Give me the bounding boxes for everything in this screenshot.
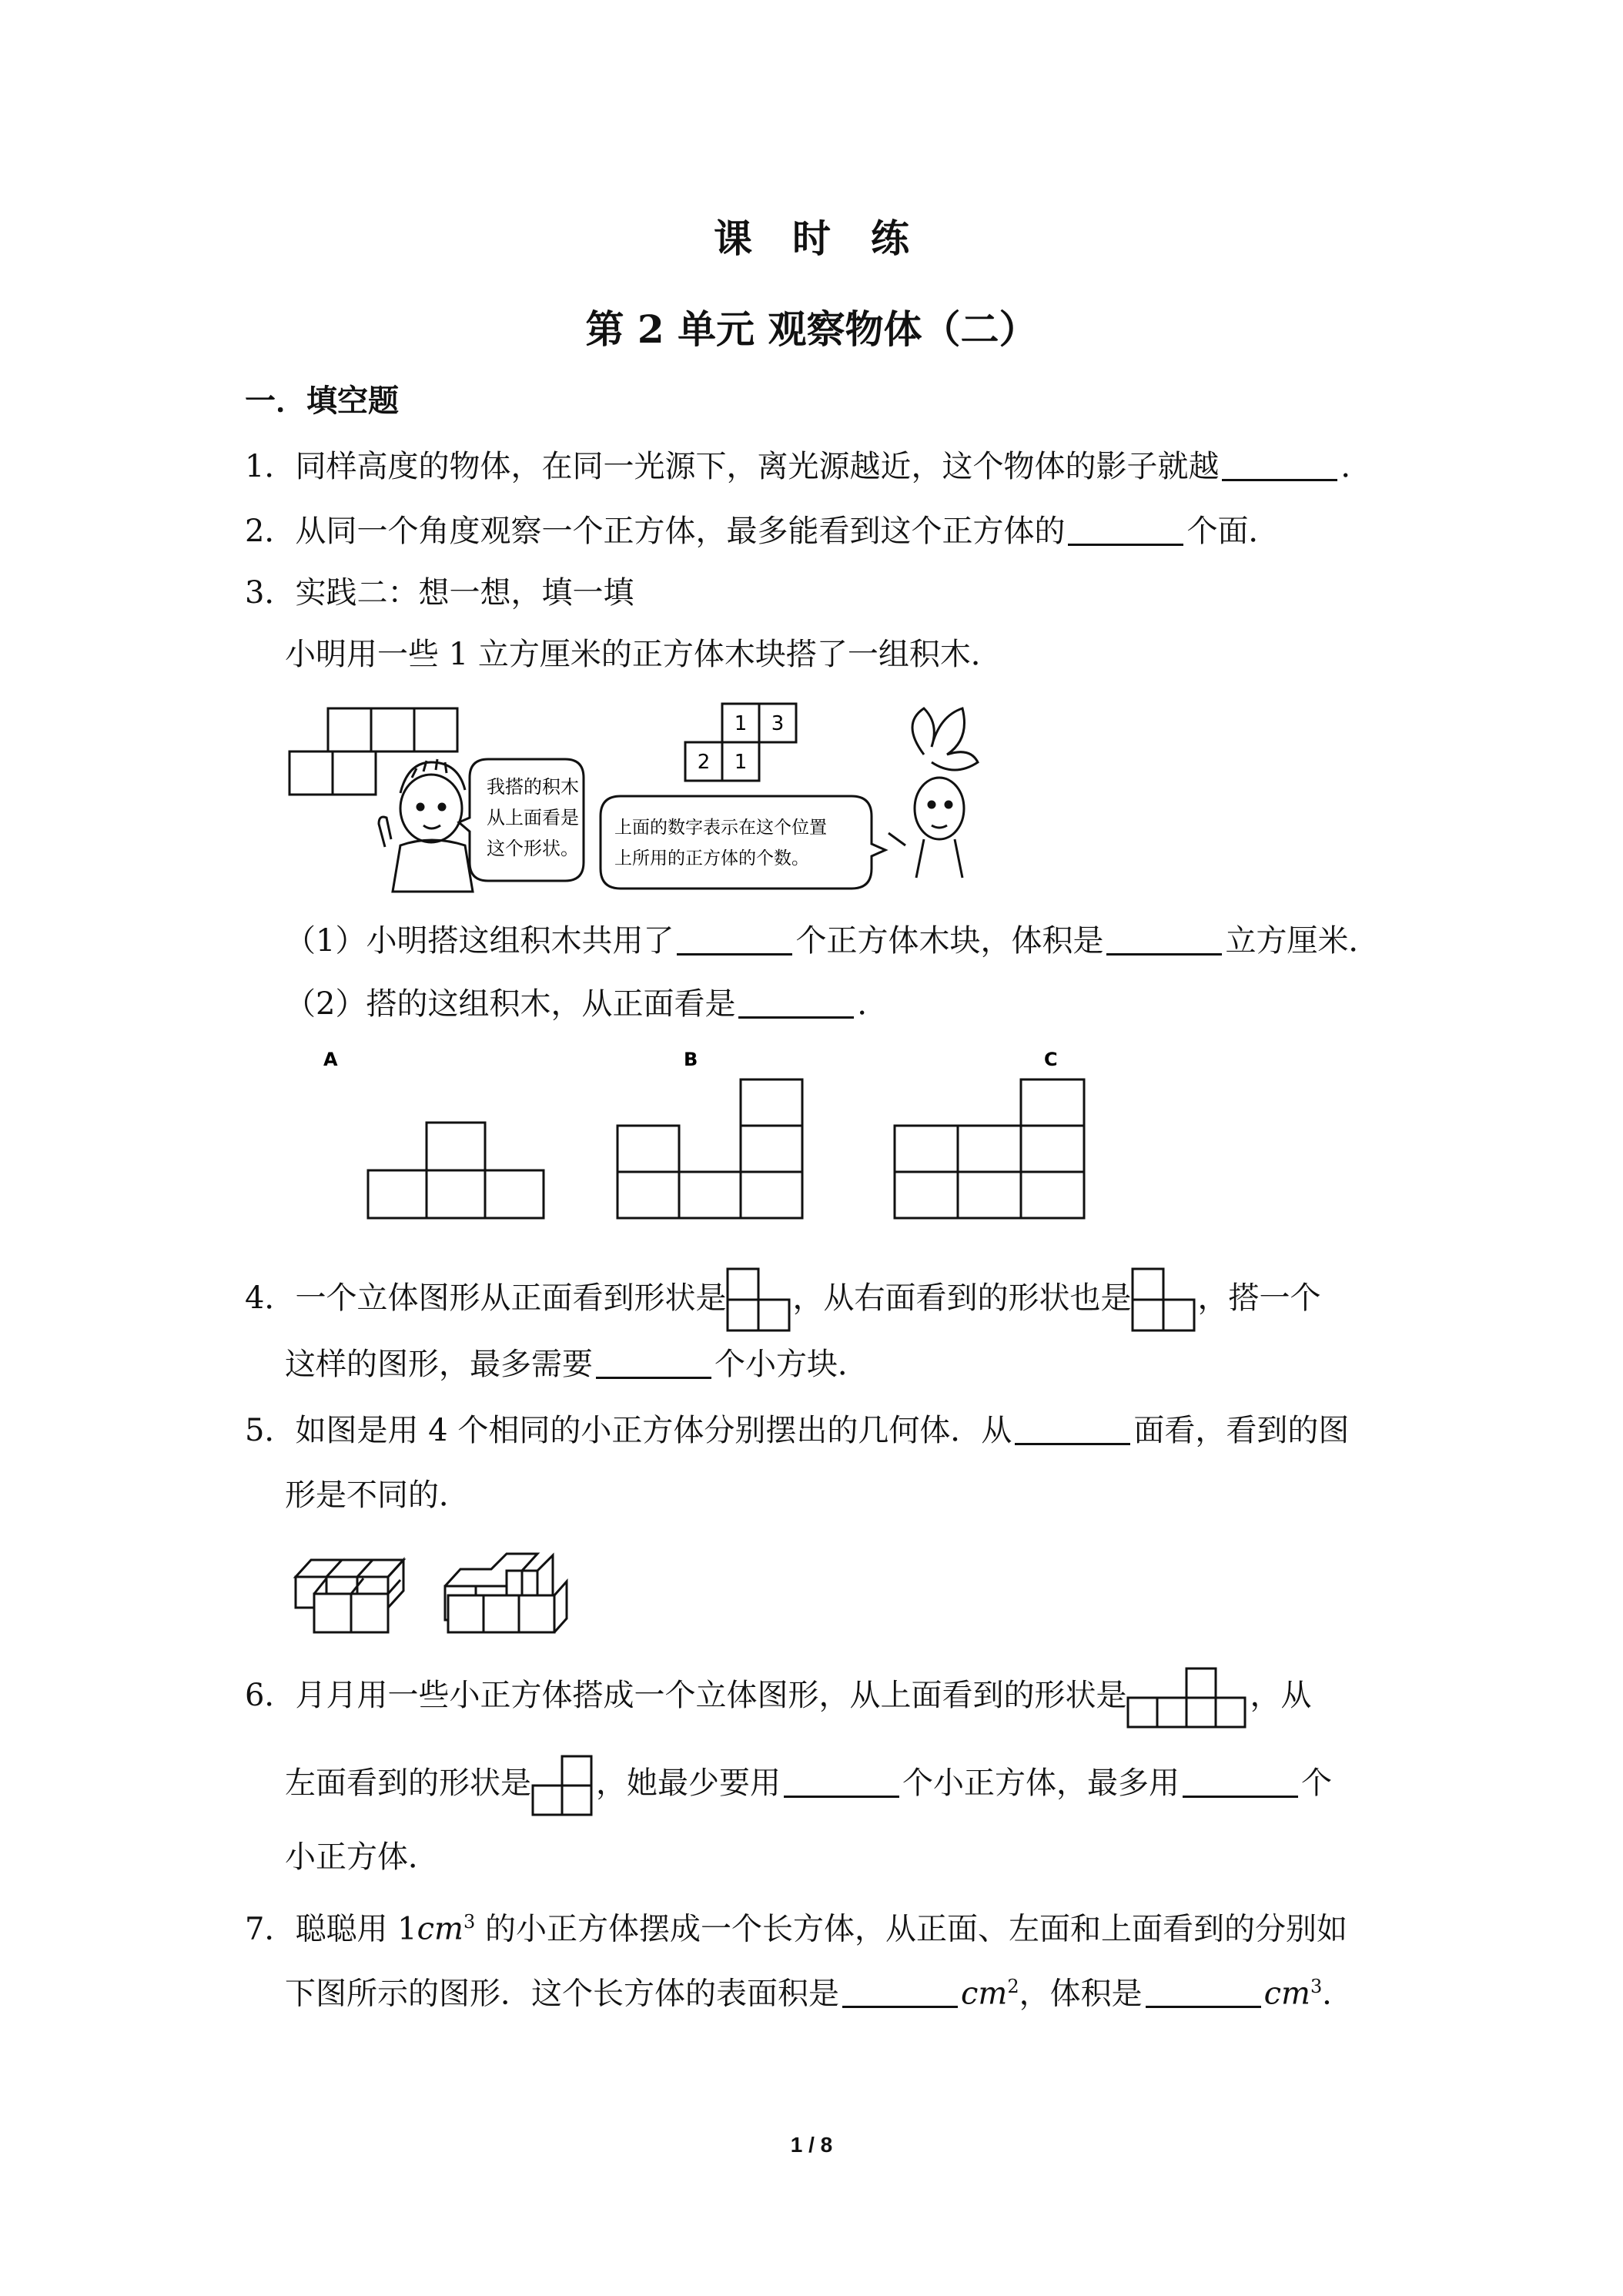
question-text: ． [1322, 1976, 1354, 2012]
bubble-left-line: 这个形状。 [487, 838, 579, 859]
question-7 [245, 1900, 1347, 1950]
page-number: 1 / 8 [790, 2133, 833, 2157]
question-5-cont: 形是不同的． [285, 1478, 470, 1513]
answer-blank[interactable] [1222, 448, 1337, 481]
superscript: 2 [1007, 1976, 1019, 1997]
option-a-shape [368, 1123, 544, 1218]
unit: cm [417, 1911, 463, 1947]
block-illustration [285, 693, 1009, 893]
question-text: ． [1340, 449, 1372, 484]
answer-blank[interactable] [1183, 1765, 1298, 1798]
answer-blank[interactable] [596, 1346, 711, 1379]
question-number: 2． [245, 514, 296, 549]
question-6-cont2: 小正方体． [285, 1839, 439, 1875]
question-text: 左面看到的形状是 [285, 1766, 531, 1801]
question-text: 立方厘米． [1225, 923, 1380, 959]
top-view-shape [289, 708, 457, 795]
bubble-right-line: 上面的数字表示在这个位置 [614, 818, 827, 838]
superscript: 3 [1310, 1976, 1323, 1997]
title-char: 练 [871, 216, 909, 261]
question-3-sub2 [285, 982, 888, 1026]
answer-blank[interactable] [1146, 1975, 1261, 2008]
question-text: 实践二：想一想，填一填 [295, 575, 634, 611]
question-text: ． [857, 986, 888, 1022]
question-6 [245, 1665, 1311, 1730]
grid-number: 2 [697, 751, 711, 774]
left-view-shape [531, 1753, 596, 1818]
grid-number: 3 [771, 712, 785, 735]
question-text: （1）小明搭这组积木共用了 [285, 923, 674, 959]
page-subtitle: 第 2 单元 观察物体（二） [585, 306, 1038, 352]
answer-blank[interactable] [842, 1975, 958, 2008]
question-text: 下图所示的图形．这个长方体的表面积是 [285, 1976, 839, 2012]
answer-blank[interactable] [738, 986, 854, 1019]
title-char: 时 [792, 216, 831, 261]
question-number: 6． [245, 1678, 296, 1713]
question-number: 5． [245, 1413, 296, 1448]
question-number: 4． [245, 1280, 296, 1316]
question-text: 一个立体图形从正面看到形状是 [295, 1280, 727, 1316]
question-text: ，从右面看到的形状也是 [792, 1280, 1132, 1316]
question-text: ，搭一个 [1197, 1280, 1321, 1316]
title-char: 课 [714, 216, 752, 261]
option-b-shape [617, 1079, 802, 1218]
question-5 [245, 1409, 1349, 1452]
option-label: A [323, 1049, 338, 1070]
answer-blank[interactable] [677, 922, 792, 956]
grid-number: 1 [734, 751, 748, 774]
question-text: 个 [1301, 1766, 1332, 1801]
bubble-left-line: 从上面看是 [487, 807, 579, 828]
front-view-shape [726, 1267, 792, 1334]
bubble-left-line: 我搭的积木 [487, 776, 579, 798]
boy-illustration [379, 759, 473, 892]
question-text: 个面． [1186, 514, 1280, 549]
option-c-shape [895, 1079, 1084, 1218]
plant-character-illustration [888, 708, 978, 878]
option-label: C [1044, 1049, 1058, 1070]
question-text: 个正方体木块，体积是 [795, 923, 1104, 959]
grid-number: 1 [734, 712, 748, 735]
question-2 [245, 510, 1279, 553]
question-3-sub1 [285, 919, 1379, 962]
option-label: B [684, 1049, 698, 1070]
right-view-shape [1131, 1267, 1197, 1334]
question-text: 个小方块． [714, 1347, 868, 1382]
question-text: 月月用一些小正方体搭成一个立体图形，从上面看到的形状是 [295, 1678, 1127, 1713]
cube-arrangement-1 [296, 1560, 403, 1632]
unit: cm [961, 1976, 1008, 2012]
question-1 [245, 445, 1371, 488]
question-text: 如图是用 4 个相同的小正方体分别摆出的几何体．从 [295, 1413, 1012, 1448]
question-number: 7． [245, 1911, 296, 1947]
cube-arrangement-2 [445, 1554, 567, 1632]
unit: cm [1263, 1976, 1310, 2012]
question-text: （2）搭的这组积木，从正面看是 [285, 986, 736, 1022]
question-text: 的小正方体摆成一个长方体，从正面、左面和上面看到的分别如 [475, 1911, 1347, 1947]
question-text: 从同一个角度观察一个正方体，最多能看到这个正方体的 [295, 514, 1066, 549]
cube-arrangements [291, 1540, 614, 1640]
question-4-cont [285, 1343, 868, 1386]
question-number: 1． [245, 449, 296, 484]
page-title [0, 208, 1623, 263]
question-number: 3． [245, 575, 296, 611]
question-text: ，从 [1250, 1678, 1312, 1713]
question-6-cont [285, 1752, 1332, 1818]
bubble-right-line: 上所用的正方体的个数。 [614, 848, 809, 869]
question-3-intro: 小明用一些 1 立方厘米的正方体木块搭了一组积木． [285, 637, 1002, 672]
top-view-shape [1126, 1665, 1250, 1730]
question-text: 聪聪用 1 [295, 1911, 417, 1947]
option-figures [308, 1039, 1109, 1247]
question-text: 个小正方体，最多用 [902, 1766, 1180, 1801]
question-text: 面看，看到的图 [1133, 1413, 1350, 1448]
answer-blank[interactable] [1106, 922, 1222, 956]
question-3 [245, 571, 634, 614]
speech-bubble-right [601, 796, 885, 889]
answer-blank[interactable] [1015, 1412, 1130, 1445]
question-text: ，她最少要用 [596, 1766, 781, 1801]
question-text: ，体积是 [1019, 1976, 1143, 2012]
question-4 [245, 1267, 1320, 1334]
question-text: 这样的图形，最多需要 [285, 1347, 593, 1382]
question-text: 同样高度的物体，在同一光源下，离光源越近，这个物体的影子就越 [295, 449, 1220, 484]
answer-blank[interactable] [784, 1765, 899, 1798]
superscript: 3 [463, 1911, 476, 1933]
question-7-cont [285, 1965, 1353, 2015]
section-heading: 一．填空题 [245, 383, 399, 419]
answer-blank[interactable] [1068, 513, 1183, 546]
